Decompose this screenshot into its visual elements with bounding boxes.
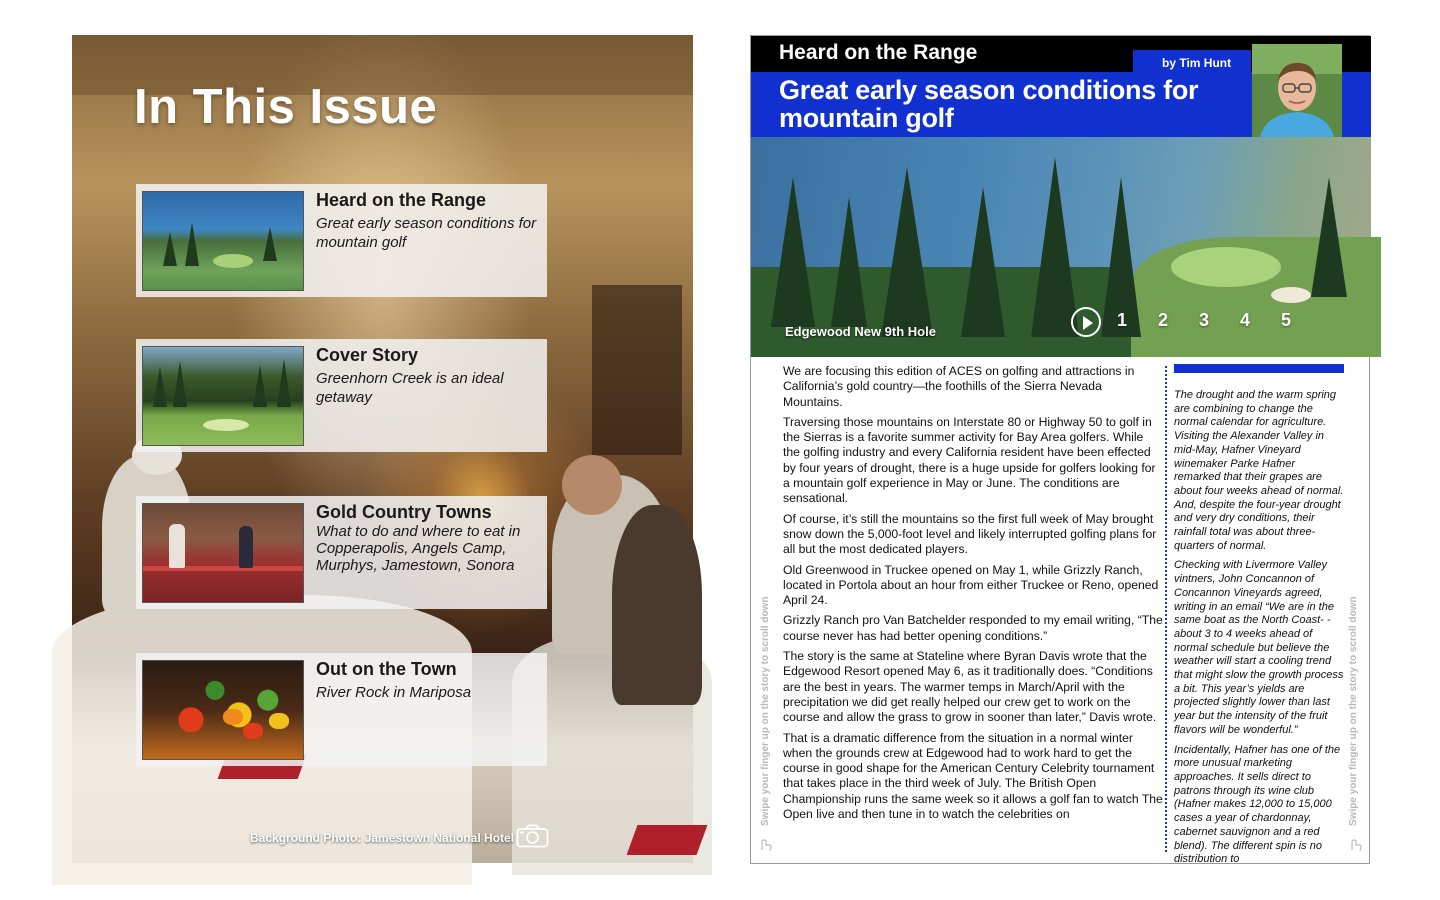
pine-tree bbox=[1031, 157, 1079, 337]
toc-heading: Out on the Town bbox=[316, 659, 457, 679]
slide-5-button[interactable]: 5 bbox=[1281, 310, 1292, 330]
body-paragraph: Traversing those mountains on Interstate 80 or Highway 50 to golf in the Sierras is a favorite summer activity for Bay Area golfers. While the golfing industry and every California resident have been effected by four years of drought, there is a huge upside for golfers looking for a mountain golf experience in May or June. The conditions are sensational. bbox=[783, 414, 1156, 506]
slide-3-button[interactable]: 3 bbox=[1199, 310, 1210, 330]
column-divider bbox=[1165, 366, 1167, 852]
sidebar-paragraph: Incidentally, Hafner has one of the more unusual marketing approaches. It sells direct to patrons through its wine club (Hafner makes 12,000 to 15,000 cases a year of chardonnay, cabernet sauvignon and a red blend). The different spin is no distribution to bbox=[1174, 743, 1341, 866]
background-photo-credit: Background Photo: Jamestown National Hotel bbox=[250, 831, 515, 845]
article-headline: Great early season conditions for mountain golf bbox=[779, 75, 1199, 133]
toc-item-out-on-the-town[interactable] bbox=[136, 653, 547, 766]
toc-subtitle: Greenhorn Creek is an ideal getaway bbox=[316, 370, 504, 406]
putting-green bbox=[1171, 247, 1281, 287]
napkin-right bbox=[627, 825, 708, 855]
slide-1-button[interactable]: 1 bbox=[1117, 310, 1128, 330]
sidebar-paragraph: The drought and the warm spring are combining to change the normal calendar for agriculture. Visiting the Alexander Valley in mid-May, Hafner Vineyard winemaker Parke Hafner remarked that their grapes are about four weeks ahead of normal. And, despite the four-year drought and very dry conditions, their rainfall total was about three-quarters of normal. bbox=[1174, 389, 1344, 552]
camera-icon[interactable] bbox=[516, 824, 549, 848]
slide-2-button[interactable]: 2 bbox=[1158, 310, 1169, 330]
author-photo bbox=[1252, 44, 1342, 137]
body-paragraph: That is a dramatic difference from the situation in a normal winter when the grounds crew at Edgewood had to work hard to get the course in good shape for the American Century Celebrity tournament that takes place in the third week of July. The British Open Championship runs the same week so it allows a golf fan to watch The Open live and then tune in to watch the celebrities on bbox=[783, 730, 1163, 822]
toc-item-gold-country-towns[interactable] bbox=[136, 496, 547, 609]
play-button[interactable] bbox=[1071, 307, 1101, 337]
page-title: In This Issue bbox=[134, 80, 438, 134]
contents-page bbox=[72, 35, 693, 863]
toc-subtitle: Great early season conditions for mountain golf bbox=[316, 215, 537, 251]
article-page bbox=[750, 35, 1370, 864]
golf-hole-lake-thumbnail bbox=[142, 191, 304, 291]
slide-4-button[interactable]: 4 bbox=[1240, 310, 1251, 330]
pine-tree bbox=[961, 187, 1005, 337]
hero-caption: Edgewood New 9th Hole bbox=[785, 324, 936, 339]
forest-golf-course-thumbnail bbox=[142, 346, 304, 446]
article-body[interactable] bbox=[783, 364, 1163, 827]
author-byline: by Tim Hunt bbox=[1162, 56, 1232, 70]
toc-item-cover-story[interactable] bbox=[136, 339, 547, 452]
pine-tree bbox=[1311, 177, 1347, 297]
sand-bunker bbox=[1271, 287, 1311, 303]
toc-subtitle: What to do and where to eat in Copperapolis, Angels Camp, Murphys, Jamestown, Sonora bbox=[316, 523, 521, 574]
grilled-vegetables-thumbnail bbox=[142, 660, 304, 760]
toc-heading: Heard on the Range bbox=[316, 190, 487, 210]
swipe-hint-right: Swipe your finger up on the story to scroll down bbox=[1348, 596, 1359, 826]
sidebar-accent-bar bbox=[1174, 364, 1344, 373]
body-paragraph: Grizzly Ranch pro Van Batchelder responded to my email writing, “The course never has had better opening conditions.” bbox=[783, 613, 1163, 643]
diner-right-head bbox=[562, 455, 622, 515]
toc-heading: Gold Country Towns bbox=[316, 502, 492, 522]
body-paragraph: We are focusing this edition of ACES on golfing and attractions in California’s gold country—the foothills of the Sierra Nevada Mountains. bbox=[783, 364, 1135, 409]
body-paragraph: The story is the same at Stateline where Byran Davis wrote that the Edgewood Resort opened May 6, as it traditionally does. “Conditions are the best in years. The warmer temps in March/April with the precipitation we did get really helped our crew get to work on the course and allow the grass to grow in sooner than later,” Davis wrote. bbox=[783, 649, 1157, 725]
body-paragraph: Old Greenwood in Truckee opened on May 1, while Grizzly Ranch, located in Portola about an hour from either Truckee or Reno, opened April 24. bbox=[783, 562, 1159, 608]
wine-cabinet bbox=[592, 285, 682, 455]
swipe-hand-icon bbox=[1348, 836, 1362, 852]
swipe-hand-icon bbox=[758, 836, 772, 852]
sidebar-column[interactable] bbox=[1174, 389, 1344, 866]
pine-tree bbox=[881, 167, 933, 337]
sidebar-paragraph: Checking with Livermore Valley vintners, John Concannon of Concannon Vineyards agreed, writing in an email “We are in the same boat as the North Coast- -about 3 to 4 weeks ahead of normal schedule but believe the weather will start a cooling trend that might slow the growth process a bit. This year’s yields are projected slightly lower than last year but the intensity of the fruit flavors will be wonderful.” bbox=[1174, 559, 1344, 736]
body-paragraph: Of course, it’s still the mountains so the first full week of May brought snow down the 5,000-foot level and likely interrupted golfing plans for all but the most dedicated players. bbox=[783, 511, 1157, 557]
swipe-hint-left: Swipe your finger up on the story to scroll down bbox=[760, 596, 771, 826]
hero-image[interactable] bbox=[751, 137, 1371, 349]
toc-heading: Cover Story bbox=[316, 345, 419, 365]
section-label: Heard on the Range bbox=[779, 41, 978, 64]
pine-tree bbox=[831, 197, 867, 327]
toc-item-heard-on-the-range[interactable] bbox=[136, 184, 547, 297]
historic-town-thumbnail bbox=[142, 503, 304, 603]
pine-tree bbox=[771, 177, 815, 327]
toc-subtitle: River Rock in Mariposa bbox=[316, 684, 472, 701]
diner-far-right bbox=[612, 505, 702, 705]
